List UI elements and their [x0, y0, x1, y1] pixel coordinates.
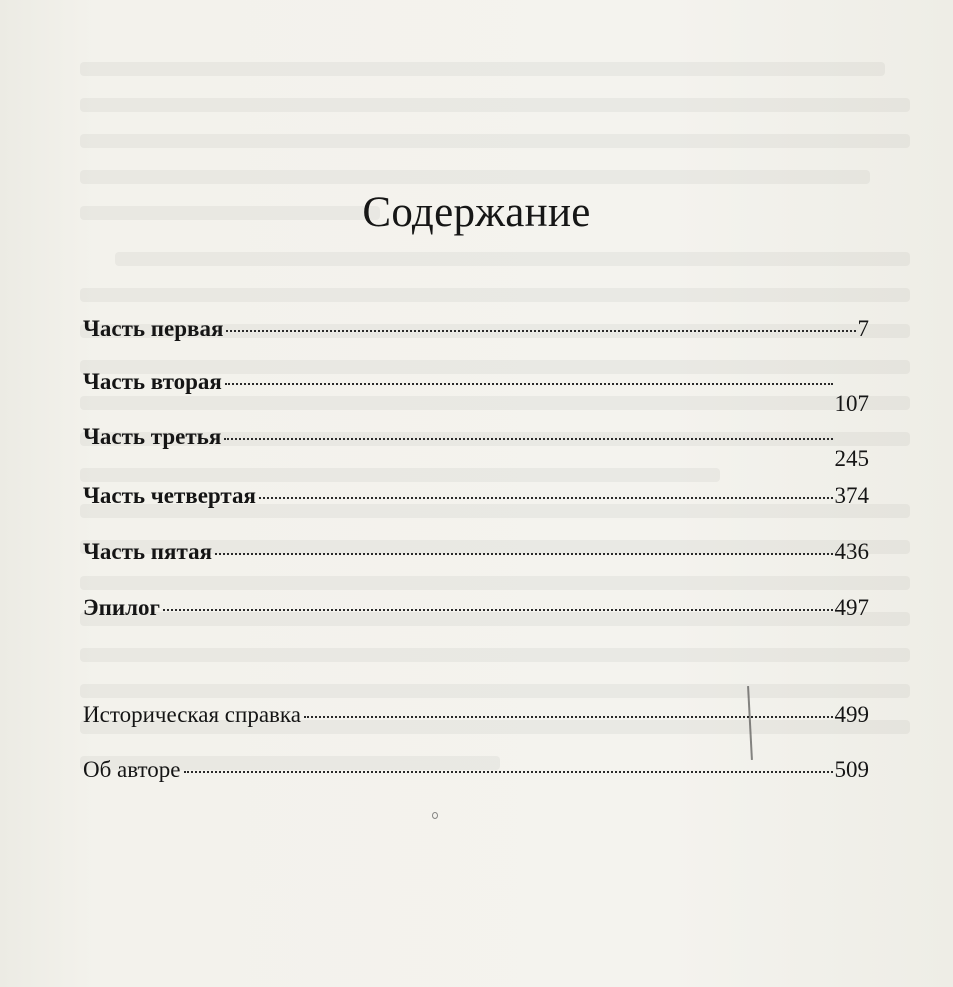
toc-entry[interactable] [83, 483, 869, 515]
toc-entry-page: 436 [834, 539, 869, 564]
dot-leader [184, 771, 833, 773]
dot-leader [225, 383, 833, 385]
toc-entry[interactable] [83, 369, 869, 416]
toc-entry-label: Об авторе [83, 757, 181, 782]
toc-entry-label: Эпилог [83, 595, 160, 620]
page-title: Содержание [362, 189, 591, 236]
toc-entry[interactable] [83, 757, 869, 789]
toc-entry-label: Часть вторая [83, 369, 222, 394]
toc-entry-page: 497 [834, 595, 869, 620]
toc-entry-page: 7 [857, 316, 869, 341]
paper-speck [432, 812, 438, 819]
dot-leader [224, 438, 832, 440]
toc-entry-page: 374 [834, 483, 869, 508]
toc-entry-label: Часть третья [83, 424, 222, 449]
toc-entry-label: Часть пятая [83, 539, 213, 564]
toc-entry-label: Историческая справка [83, 702, 301, 727]
toc-entry[interactable] [83, 539, 869, 571]
dot-leader [163, 609, 833, 611]
toc-entry-page: 245 [834, 446, 869, 471]
dot-leader [215, 553, 832, 555]
toc-entry-label: Часть четвертая [83, 483, 256, 508]
dot-leader [304, 716, 833, 718]
toc-entry[interactable] [83, 424, 869, 471]
dot-leader [226, 330, 855, 332]
toc-entry[interactable] [83, 595, 869, 627]
toc-entry-page: 509 [834, 757, 869, 782]
dot-leader [259, 497, 833, 499]
toc-entry-label: Часть первая [83, 316, 224, 341]
toc-entry-page: 499 [834, 702, 869, 727]
toc-entry-page: 107 [834, 391, 869, 416]
toc-entry[interactable] [83, 316, 869, 348]
